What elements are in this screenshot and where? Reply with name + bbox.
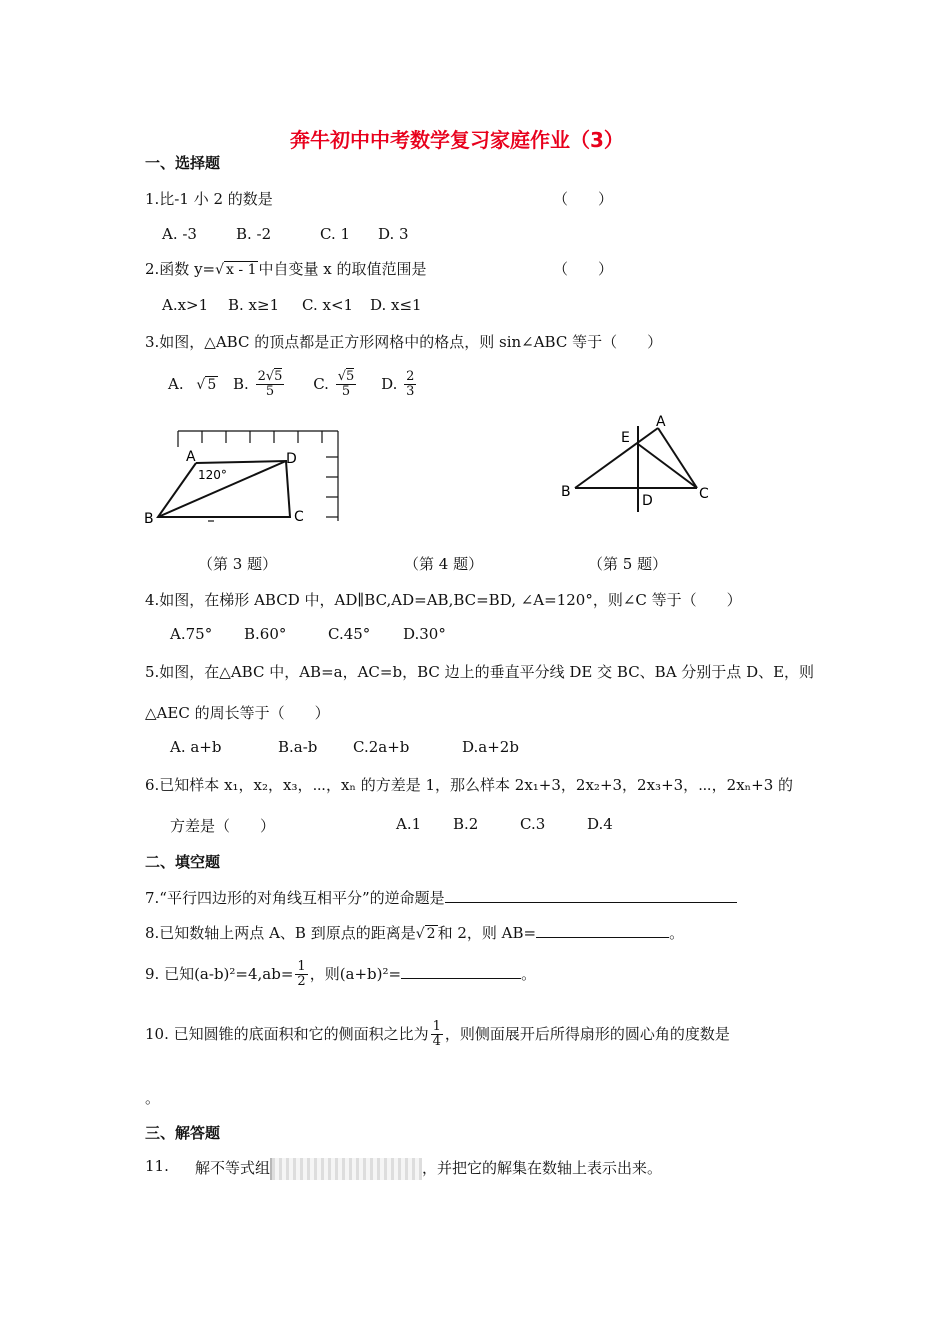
question-6-stem-line2: 方差是（ ） [170,817,276,835]
question-3-option-b-label: B. [233,374,249,393]
question-3-option-c-fraction: $\frac{√5}{5}$ [337,369,355,400]
segment-ec [638,444,697,488]
question-5-stem-line2: △AEC 的周长等于（ ） [145,704,330,722]
question-3-option-b-fraction: $\frac{2√5}{5}$ [257,369,283,400]
question-9 [145,960,536,990]
question-5-option-d: D.a+2b [462,738,519,756]
question-2-stem-pre: 2.函数 y= [145,260,216,278]
section-heading-solutions: 三、解答题 [145,1124,221,1142]
question-9-answer-blank[interactable] [401,964,521,979]
question-2-option-c: C. x<1 [302,296,354,314]
question-11-number: 11. [145,1157,169,1175]
question-9-end: 。 [521,964,537,983]
page-title: 奔牛初中中考数学复习家庭作业（3） [290,128,624,152]
vertex-c-label: C [294,509,304,525]
side-ac [658,428,697,488]
question-5-option-a: A. a+b [170,738,222,756]
vertex-b-label: B [144,511,154,527]
side-ba [575,428,658,488]
question-6-option-b: B.2 [453,815,479,833]
question-11-stem-post: ，并把它的解集在数轴上表示出来。 [422,1159,663,1177]
question-2-option-d: D. x≤1 [370,296,422,314]
question-2-option-b: B. x≥1 [228,296,280,314]
question-4-option-d: D.30° [403,625,446,643]
question-9-stem-post: ，则(a+b)²= [309,964,402,983]
question-1-option-c: C. 1 [320,225,351,243]
question-2-answer-paren: （ ） [553,260,614,278]
point-e-label: E [621,430,630,446]
vertex-a-label: A [656,414,666,430]
question-3-options [168,370,418,400]
question-8-sqrt: √ 2 [415,926,436,942]
question-1-option-b: B. -2 [236,225,272,243]
question-8-answer-blank[interactable] [536,923,669,938]
caption-figure-3: （第 3 题） [198,555,278,573]
point-d-label: D [642,493,653,509]
question-3-option-a-label: A. [168,374,184,393]
question-2-stem [145,258,426,279]
question-7 [145,887,737,908]
vertex-b-label: B [561,484,571,500]
question-3-option-d-fraction: $\frac{2}{3}$ [406,369,415,400]
inequality-system-image [270,1158,422,1180]
question-5-stem-line1: 5.如图，在△ABC 中，AB=a，AC=b，BC 边上的垂直平分线 DE 交 BC、BA 分别于点 D、E，则 [145,663,815,681]
question-8-stem-pre: 8.已知数轴上两点 A、B 到原点的距离是 [145,924,416,942]
caption-figure-4: （第 4 题） [404,555,484,573]
caption-figure-5: （第 5 题） [588,555,668,573]
angle-label: 120° [198,468,227,482]
question-3-option-a-sqrt: √ 5 [196,376,217,393]
question-8-stem-post: 和 2，则 AB= [437,924,537,942]
question-9-stem-pre: 9. 已知(a-b)²=4,ab= [145,964,294,983]
section-heading-fill-in: 二、填空题 [145,853,221,871]
question-6-option-d: D.4 [587,815,613,833]
question-10-end: 。 [145,1089,161,1107]
question-3-option-d-label: D. [381,374,398,393]
question-8 [145,922,684,943]
triangle-figure [555,408,720,518]
vertex-d-label: D [286,451,297,467]
question-5-option-c: C.2a+b [353,738,410,756]
question-11-stem-pre: 解不等式组 [195,1159,271,1177]
vertex-c-label: C [699,486,709,502]
question-10-fraction: $\frac{1}{4}$ [432,1019,441,1050]
question-9-fraction: $\frac{1}{2}$ [297,959,306,990]
question-5-option-b: B.a-b [278,738,318,756]
question-4-option-c: C.45° [328,625,371,643]
question-2-stem-post: 中自变量 x 的取值范围是 [258,260,427,278]
question-4-option-a: A.75° [170,625,213,643]
question-10-stem-pre: 10. 已知圆锥的底面积和它的侧面积之比为 [145,1024,429,1043]
question-1-stem: 1.比-1 小 2 的数是 [145,190,273,208]
question-11 [195,1157,662,1180]
question-4-option-b: B.60° [244,625,287,643]
question-6-option-c: C.3 [520,815,546,833]
question-10-stem-post: ，则侧面展开后所得扇形的圆心角的度数是 [444,1024,730,1043]
trapezoid-figure [140,425,350,540]
section-heading-choice: 一、选择题 [145,154,221,172]
vertex-a-label: A [186,449,196,465]
question-6-stem-line1: 6.已知样本 x₁，x₂，x₃，⋯，xₙ 的方差是 1，那么样本 2x₁+3，2x₂+3，2x₃+3，⋯，2xₙ+3 的 [145,776,794,794]
question-1-option-d: D. 3 [378,225,409,243]
question-2-sqrt: √ x - 1 [215,262,257,278]
question-10 [145,1020,730,1050]
question-7-answer-blank[interactable] [445,888,737,903]
question-3-stem: 3.如图，△ABC 的顶点都是正方形网格中的格点，则 sin∠ABC 等于（ ） [145,333,663,351]
question-7-stem: 7.“平行四边形的对角线互相平分”的逆命题是 [145,889,445,907]
question-4-stem: 4.如图，在梯形 ABCD 中，AD∥BC,AD=AB,BC=BD, ∠A=120°，则∠C 等于（ ） [145,591,742,609]
question-6-option-a: A.1 [396,815,422,833]
question-3-option-c-label: C. [313,374,329,393]
question-1-answer-paren: （ ） [553,190,614,208]
question-1-option-a: A. -3 [162,225,197,243]
question-2-option-a: A.x>1 [162,296,209,314]
question-8-end: 。 [669,924,685,942]
